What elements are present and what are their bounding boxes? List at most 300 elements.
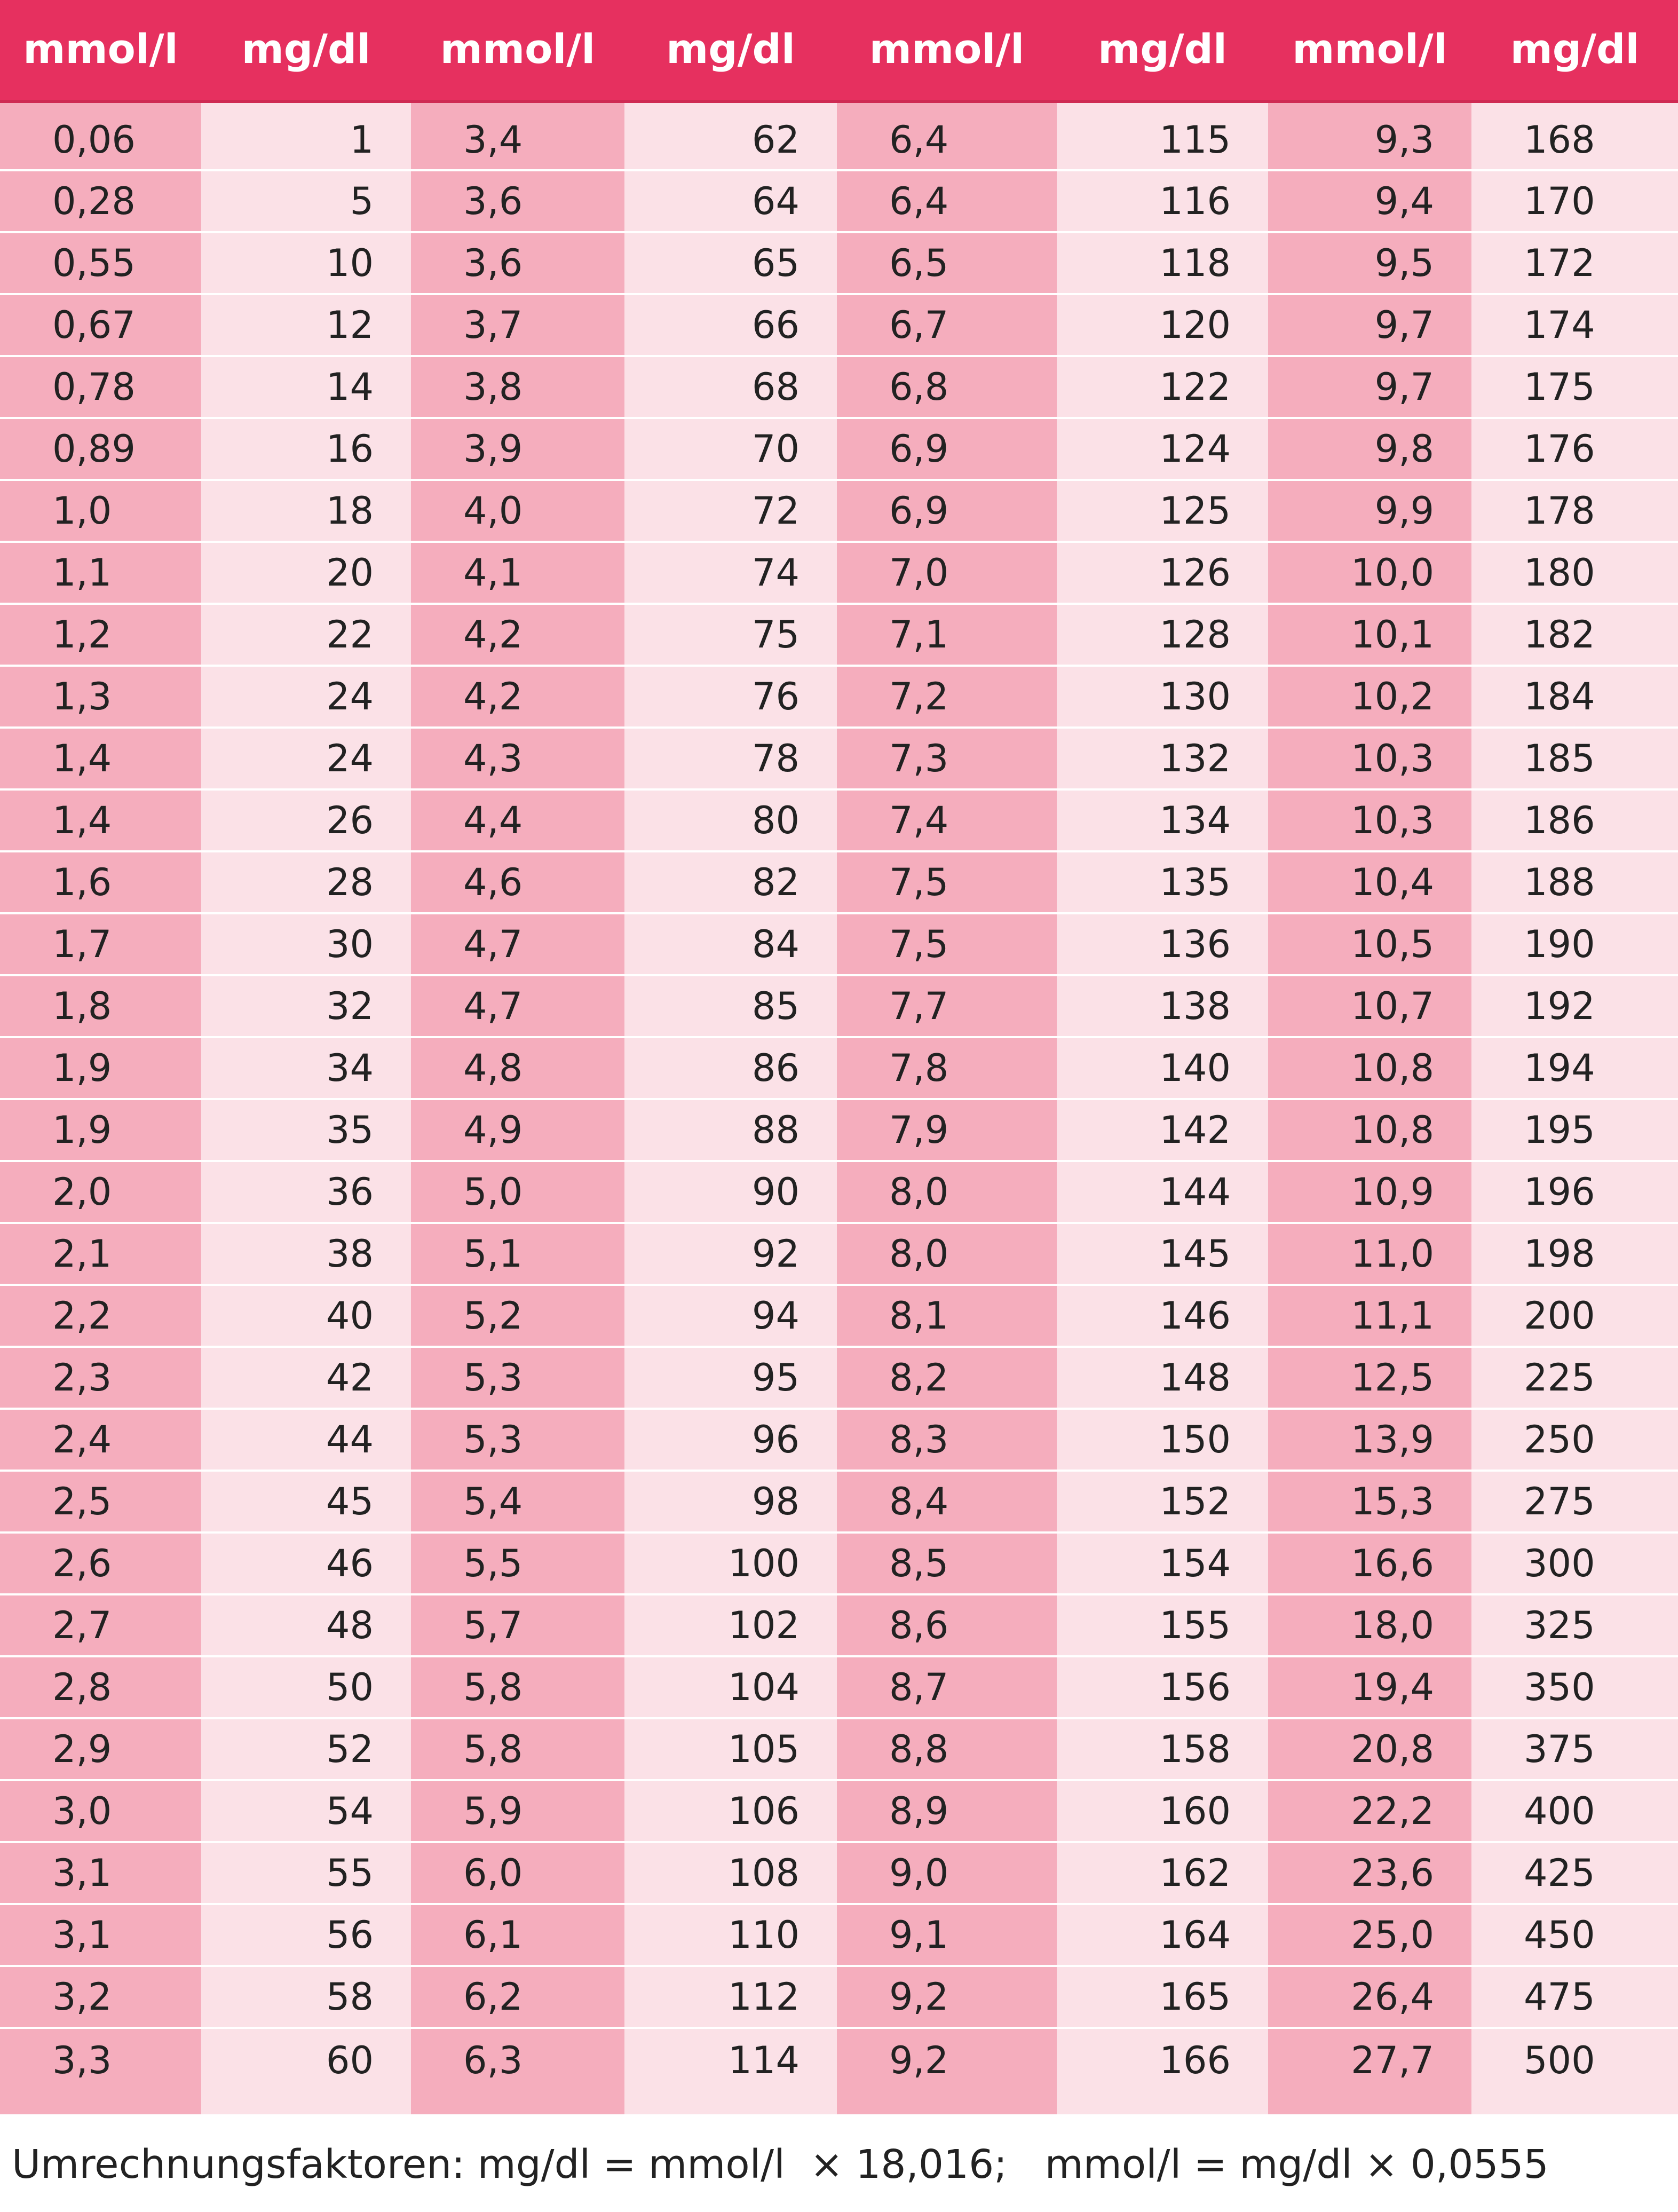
cell-mgdl-2: 86	[624, 1037, 837, 1099]
table-row	[0, 1347, 1678, 1409]
cell-mmol-2: 3,8	[411, 356, 624, 418]
cell-mgdl-2: 110	[624, 1904, 837, 1966]
cell-mmol-1: 2,6	[0, 1532, 201, 1594]
cell-mgdl-2: 85	[624, 975, 837, 1037]
table-row	[0, 1718, 1678, 1780]
table-row	[0, 1656, 1678, 1718]
cell-mmol-1: 2,4	[0, 1409, 201, 1471]
cell-mmol-3: 8,3	[837, 1409, 1057, 1471]
cell-mgdl-3: 122	[1057, 356, 1268, 418]
cell-mgdl-1: 54	[201, 1780, 411, 1842]
cell-mmol-4: 27,7	[1268, 2028, 1471, 2114]
cell-mmol-1: 0,89	[0, 418, 201, 480]
table-row	[0, 1223, 1678, 1285]
cell-mgdl-3: 145	[1057, 1223, 1268, 1285]
cell-mgdl-1: 24	[201, 728, 411, 789]
cell-mmol-3: 8,1	[837, 1285, 1057, 1347]
table-row	[0, 1409, 1678, 1471]
table-row	[0, 542, 1678, 604]
cell-mgdl-2: 106	[624, 1780, 837, 1842]
cell-mgdl-4: 375	[1471, 1718, 1678, 1780]
cell-mmol-4: 9,9	[1268, 480, 1471, 542]
cell-mmol-2: 5,7	[411, 1594, 624, 1656]
cell-mgdl-3: 142	[1057, 1099, 1268, 1161]
cell-mmol-1: 1,9	[0, 1037, 201, 1099]
cell-mgdl-2: 88	[624, 1099, 837, 1161]
cell-mmol-3: 8,2	[837, 1347, 1057, 1409]
cell-mmol-1: 0,28	[0, 170, 201, 232]
table-row	[0, 2028, 1678, 2114]
cell-mmol-1: 0,78	[0, 356, 201, 418]
cell-mgdl-3: 154	[1057, 1532, 1268, 1594]
table-body	[0, 103, 1678, 2114]
cell-mgdl-1: 1	[201, 103, 411, 170]
cell-mgdl-3: 164	[1057, 1904, 1268, 1966]
cell-mgdl-2: 112	[624, 1966, 837, 2028]
cell-mgdl-4: 350	[1471, 1656, 1678, 1718]
cell-mgdl-3: 125	[1057, 480, 1268, 542]
cell-mgdl-1: 36	[201, 1161, 411, 1223]
cell-mmol-4: 12,5	[1268, 1347, 1471, 1409]
cell-mgdl-1: 32	[201, 975, 411, 1037]
cell-mmol-3: 7,5	[837, 913, 1057, 975]
cell-mmol-4: 19,4	[1268, 1656, 1471, 1718]
cell-mmol-1: 1,2	[0, 604, 201, 666]
cell-mmol-1: 1,8	[0, 975, 201, 1037]
cell-mgdl-4: 168	[1471, 103, 1678, 170]
cell-mmol-3: 7,3	[837, 728, 1057, 789]
cell-mmol-4: 11,1	[1268, 1285, 1471, 1347]
cell-mgdl-3: 116	[1057, 170, 1268, 232]
cell-mmol-1: 2,1	[0, 1223, 201, 1285]
cell-mgdl-2: 78	[624, 728, 837, 789]
cell-mmol-3: 7,1	[837, 604, 1057, 666]
cell-mgdl-1: 56	[201, 1904, 411, 1966]
cell-mmol-4: 11,0	[1268, 1223, 1471, 1285]
cell-mmol-3: 8,7	[837, 1656, 1057, 1718]
cell-mgdl-1: 12	[201, 294, 411, 356]
cell-mmol-1: 2,2	[0, 1285, 201, 1347]
cell-mgdl-4: 192	[1471, 975, 1678, 1037]
cell-mgdl-4: 450	[1471, 1904, 1678, 1966]
cell-mmol-1: 2,5	[0, 1471, 201, 1532]
cell-mmol-3: 9,2	[837, 1966, 1057, 2028]
cell-mmol-4: 10,9	[1268, 1161, 1471, 1223]
cell-mgdl-3: 150	[1057, 1409, 1268, 1471]
cell-mmol-4: 16,6	[1268, 1532, 1471, 1594]
table-row	[0, 604, 1678, 666]
cell-mgdl-4: 182	[1471, 604, 1678, 666]
table-row	[0, 356, 1678, 418]
cell-mmol-1: 3,3	[0, 2028, 201, 2114]
cell-mgdl-1: 44	[201, 1409, 411, 1471]
cell-mmol-2: 3,4	[411, 103, 624, 170]
cell-mmol-1: 0,55	[0, 232, 201, 294]
cell-mmol-1: 1,4	[0, 789, 201, 851]
cell-mgdl-3: 148	[1057, 1347, 1268, 1409]
cell-mgdl-2: 82	[624, 851, 837, 913]
cell-mgdl-4: 275	[1471, 1471, 1678, 1532]
cell-mgdl-2: 65	[624, 232, 837, 294]
cell-mmol-4: 10,1	[1268, 604, 1471, 666]
cell-mmol-4: 10,3	[1268, 789, 1471, 851]
cell-mgdl-3: 158	[1057, 1718, 1268, 1780]
cell-mgdl-4: 190	[1471, 913, 1678, 975]
cell-mmol-1: 0,06	[0, 103, 201, 170]
cell-mmol-2: 5,5	[411, 1532, 624, 1594]
cell-mgdl-4: 188	[1471, 851, 1678, 913]
table-row	[0, 1594, 1678, 1656]
cell-mmol-2: 4,7	[411, 975, 624, 1037]
cell-mmol-1: 0,67	[0, 294, 201, 356]
cell-mmol-3: 7,9	[837, 1099, 1057, 1161]
cell-mgdl-3: 132	[1057, 728, 1268, 789]
cell-mmol-4: 9,7	[1268, 294, 1471, 356]
cell-mgdl-2: 105	[624, 1718, 837, 1780]
cell-mgdl-4: 180	[1471, 542, 1678, 604]
cell-mmol-2: 5,8	[411, 1718, 624, 1780]
cell-mmol-4: 9,7	[1268, 356, 1471, 418]
cell-mgdl-4: 178	[1471, 480, 1678, 542]
cell-mgdl-4: 196	[1471, 1161, 1678, 1223]
cell-mmol-2: 4,4	[411, 789, 624, 851]
cell-mgdl-4: 475	[1471, 1966, 1678, 2028]
cell-mgdl-3: 136	[1057, 913, 1268, 975]
cell-mgdl-1: 45	[201, 1471, 411, 1532]
cell-mmol-4: 10,5	[1268, 913, 1471, 975]
cell-mgdl-3: 130	[1057, 666, 1268, 728]
cell-mgdl-2: 104	[624, 1656, 837, 1718]
cell-mmol-3: 8,5	[837, 1532, 1057, 1594]
cell-mmol-4: 20,8	[1268, 1718, 1471, 1780]
cell-mmol-4: 9,8	[1268, 418, 1471, 480]
header-mgdl-4: mg/dl	[1471, 0, 1678, 103]
cell-mgdl-1: 5	[201, 170, 411, 232]
cell-mgdl-2: 100	[624, 1532, 837, 1594]
cell-mmol-1: 2,8	[0, 1656, 201, 1718]
cell-mmol-4: 10,3	[1268, 728, 1471, 789]
cell-mgdl-2: 64	[624, 170, 837, 232]
cell-mgdl-1: 30	[201, 913, 411, 975]
cell-mgdl-4: 325	[1471, 1594, 1678, 1656]
cell-mmol-3: 7,2	[837, 666, 1057, 728]
cell-mgdl-3: 126	[1057, 542, 1268, 604]
cell-mgdl-3: 128	[1057, 604, 1268, 666]
cell-mmol-1: 1,0	[0, 480, 201, 542]
cell-mmol-3: 8,4	[837, 1471, 1057, 1532]
cell-mgdl-2: 72	[624, 480, 837, 542]
cell-mgdl-1: 24	[201, 666, 411, 728]
conversion-factors-note: Umrechnungsfaktoren: mg/dl = mmol/l × 18,016; mmol/l = mg/dl × 0,0555	[12, 2142, 1549, 2187]
header-mmol-4: mmol/l	[1268, 0, 1471, 103]
cell-mmol-1: 3,1	[0, 1904, 201, 1966]
cell-mgdl-4: 175	[1471, 356, 1678, 418]
cell-mmol-2: 4,6	[411, 851, 624, 913]
cell-mmol-2: 4,8	[411, 1037, 624, 1099]
table-row	[0, 232, 1678, 294]
table-row	[0, 1842, 1678, 1904]
cell-mmol-2: 6,2	[411, 1966, 624, 2028]
table-row	[0, 418, 1678, 480]
cell-mmol-3: 6,9	[837, 418, 1057, 480]
cell-mgdl-2: 74	[624, 542, 837, 604]
cell-mgdl-2: 95	[624, 1347, 837, 1409]
cell-mgdl-4: 400	[1471, 1780, 1678, 1842]
cell-mgdl-3: 118	[1057, 232, 1268, 294]
cell-mgdl-3: 160	[1057, 1780, 1268, 1842]
cell-mmol-2: 3,6	[411, 170, 624, 232]
cell-mgdl-4: 172	[1471, 232, 1678, 294]
cell-mmol-4: 15,3	[1268, 1471, 1471, 1532]
cell-mgdl-2: 70	[624, 418, 837, 480]
cell-mgdl-4: 195	[1471, 1099, 1678, 1161]
cell-mgdl-1: 14	[201, 356, 411, 418]
cell-mmol-4: 9,5	[1268, 232, 1471, 294]
cell-mmol-3: 6,8	[837, 356, 1057, 418]
cell-mgdl-3: 138	[1057, 975, 1268, 1037]
table-row	[0, 1161, 1678, 1223]
header-row	[0, 0, 1678, 103]
cell-mgdl-2: 62	[624, 103, 837, 170]
cell-mgdl-2: 66	[624, 294, 837, 356]
header-mgdl-2: mg/dl	[624, 0, 837, 103]
cell-mmol-2: 4,3	[411, 728, 624, 789]
cell-mmol-4: 10,4	[1268, 851, 1471, 913]
cell-mmol-3: 6,9	[837, 480, 1057, 542]
cell-mmol-2: 4,0	[411, 480, 624, 542]
cell-mgdl-3: 166	[1057, 2028, 1268, 2114]
cell-mmol-2: 5,9	[411, 1780, 624, 1842]
cell-mmol-2: 5,1	[411, 1223, 624, 1285]
cell-mgdl-1: 10	[201, 232, 411, 294]
cell-mgdl-2: 98	[624, 1471, 837, 1532]
cell-mmol-2: 5,3	[411, 1409, 624, 1471]
cell-mmol-2: 5,3	[411, 1347, 624, 1409]
cell-mgdl-4: 194	[1471, 1037, 1678, 1099]
cell-mgdl-3: 146	[1057, 1285, 1268, 1347]
header-mmol-2: mmol/l	[411, 0, 624, 103]
cell-mgdl-4: 186	[1471, 789, 1678, 851]
cell-mmol-2: 4,1	[411, 542, 624, 604]
cell-mmol-3: 9,2	[837, 2028, 1057, 2114]
table-row	[0, 1904, 1678, 1966]
cell-mgdl-4: 200	[1471, 1285, 1678, 1347]
cell-mmol-2: 6,0	[411, 1842, 624, 1904]
cell-mgdl-3: 144	[1057, 1161, 1268, 1223]
cell-mgdl-3: 120	[1057, 294, 1268, 356]
cell-mgdl-1: 48	[201, 1594, 411, 1656]
cell-mgdl-3: 165	[1057, 1966, 1268, 2028]
cell-mgdl-3: 156	[1057, 1656, 1268, 1718]
cell-mgdl-3: 115	[1057, 103, 1268, 170]
table-row	[0, 975, 1678, 1037]
cell-mgdl-1: 26	[201, 789, 411, 851]
cell-mgdl-1: 55	[201, 1842, 411, 1904]
cell-mmol-3: 8,0	[837, 1161, 1057, 1223]
cell-mmol-1: 3,2	[0, 1966, 201, 2028]
cell-mgdl-4: 300	[1471, 1532, 1678, 1594]
cell-mmol-4: 13,9	[1268, 1409, 1471, 1471]
cell-mmol-4: 9,4	[1268, 170, 1471, 232]
cell-mmol-3: 8,9	[837, 1780, 1057, 1842]
cell-mgdl-1: 16	[201, 418, 411, 480]
cell-mmol-1: 1,4	[0, 728, 201, 789]
cell-mmol-4: 10,8	[1268, 1099, 1471, 1161]
cell-mmol-1: 1,1	[0, 542, 201, 604]
cell-mgdl-2: 68	[624, 356, 837, 418]
table-row	[0, 913, 1678, 975]
table-row	[0, 1780, 1678, 1842]
cell-mgdl-4: 185	[1471, 728, 1678, 789]
cell-mgdl-2: 80	[624, 789, 837, 851]
table-row	[0, 1285, 1678, 1347]
cell-mmol-1: 1,6	[0, 851, 201, 913]
cell-mgdl-1: 18	[201, 480, 411, 542]
cell-mgdl-1: 42	[201, 1347, 411, 1409]
cell-mmol-1: 2,7	[0, 1594, 201, 1656]
cell-mgdl-2: 96	[624, 1409, 837, 1471]
cell-mgdl-2: 102	[624, 1594, 837, 1656]
cell-mmol-2: 4,9	[411, 1099, 624, 1161]
cell-mmol-1: 3,0	[0, 1780, 201, 1842]
cell-mmol-2: 3,6	[411, 232, 624, 294]
cell-mmol-3: 6,5	[837, 232, 1057, 294]
cell-mmol-2: 5,2	[411, 1285, 624, 1347]
cell-mgdl-1: 40	[201, 1285, 411, 1347]
cell-mmol-3: 8,8	[837, 1718, 1057, 1780]
cell-mgdl-2: 76	[624, 666, 837, 728]
cell-mmol-3: 9,0	[837, 1842, 1057, 1904]
cell-mmol-3: 9,1	[837, 1904, 1057, 1966]
cell-mmol-3: 7,5	[837, 851, 1057, 913]
cell-mgdl-2: 92	[624, 1223, 837, 1285]
cell-mgdl-1: 50	[201, 1656, 411, 1718]
cell-mgdl-3: 124	[1057, 418, 1268, 480]
cell-mmol-2: 4,2	[411, 666, 624, 728]
cell-mmol-4: 22,2	[1268, 1780, 1471, 1842]
cell-mmol-4: 10,2	[1268, 666, 1471, 728]
cell-mmol-1: 2,0	[0, 1161, 201, 1223]
cell-mgdl-4: 225	[1471, 1347, 1678, 1409]
cell-mgdl-4: 500	[1471, 2028, 1678, 2114]
cell-mgdl-2: 108	[624, 1842, 837, 1904]
cell-mmol-1: 1,9	[0, 1099, 201, 1161]
table-row	[0, 294, 1678, 356]
header-mmol-1: mmol/l	[0, 0, 201, 103]
cell-mmol-2: 4,2	[411, 604, 624, 666]
cell-mmol-2: 4,7	[411, 913, 624, 975]
cell-mmol-4: 25,0	[1268, 1904, 1471, 1966]
cell-mgdl-3: 134	[1057, 789, 1268, 851]
cell-mgdl-1: 46	[201, 1532, 411, 1594]
cell-mmol-3: 7,0	[837, 542, 1057, 604]
cell-mmol-4: 26,4	[1268, 1966, 1471, 2028]
cell-mgdl-1: 22	[201, 604, 411, 666]
cell-mgdl-3: 162	[1057, 1842, 1268, 1904]
cell-mgdl-1: 35	[201, 1099, 411, 1161]
cell-mgdl-4: 174	[1471, 294, 1678, 356]
cell-mgdl-1: 28	[201, 851, 411, 913]
header-mgdl-3: mg/dl	[1057, 0, 1268, 103]
cell-mmol-2: 3,7	[411, 294, 624, 356]
cell-mgdl-2: 84	[624, 913, 837, 975]
table-row	[0, 851, 1678, 913]
table-row	[0, 1966, 1678, 2028]
table-row	[0, 480, 1678, 542]
cell-mmol-3: 6,4	[837, 103, 1057, 170]
cell-mmol-1: 1,7	[0, 913, 201, 975]
cell-mgdl-4: 170	[1471, 170, 1678, 232]
cell-mmol-3: 8,0	[837, 1223, 1057, 1285]
cell-mgdl-2: 75	[624, 604, 837, 666]
table-row	[0, 666, 1678, 728]
table-header	[0, 0, 1678, 103]
cell-mmol-3: 6,7	[837, 294, 1057, 356]
cell-mgdl-4: 198	[1471, 1223, 1678, 1285]
cell-mmol-4: 10,8	[1268, 1037, 1471, 1099]
cell-mmol-4: 18,0	[1268, 1594, 1471, 1656]
table-row	[0, 1471, 1678, 1532]
cell-mmol-3: 6,4	[837, 170, 1057, 232]
header-mmol-3: mmol/l	[837, 0, 1057, 103]
cell-mgdl-1: 34	[201, 1037, 411, 1099]
cell-mgdl-4: 250	[1471, 1409, 1678, 1471]
cell-mmol-4: 10,7	[1268, 975, 1471, 1037]
table-row	[0, 728, 1678, 789]
cell-mmol-4: 10,0	[1268, 542, 1471, 604]
cell-mgdl-3: 155	[1057, 1594, 1268, 1656]
cell-mmol-4: 23,6	[1268, 1842, 1471, 1904]
cell-mmol-1: 3,1	[0, 1842, 201, 1904]
cell-mgdl-1: 60	[201, 2028, 411, 2114]
cell-mgdl-1: 38	[201, 1223, 411, 1285]
table-row	[0, 1532, 1678, 1594]
table-row	[0, 1037, 1678, 1099]
cell-mgdl-3: 152	[1057, 1471, 1268, 1532]
cell-mmol-4: 9,3	[1268, 103, 1471, 170]
cell-mgdl-3: 135	[1057, 851, 1268, 913]
cell-mgdl-4: 184	[1471, 666, 1678, 728]
cell-mgdl-1: 20	[201, 542, 411, 604]
cell-mmol-2: 5,4	[411, 1471, 624, 1532]
cell-mgdl-2: 114	[624, 2028, 837, 2114]
cell-mmol-1: 2,3	[0, 1347, 201, 1409]
cell-mmol-3: 8,6	[837, 1594, 1057, 1656]
cell-mmol-3: 7,8	[837, 1037, 1057, 1099]
cell-mgdl-1: 58	[201, 1966, 411, 2028]
table-row	[0, 103, 1678, 170]
cell-mgdl-2: 90	[624, 1161, 837, 1223]
cell-mmol-2: 6,1	[411, 1904, 624, 1966]
cell-mmol-1: 1,3	[0, 666, 201, 728]
cell-mmol-2: 6,3	[411, 2028, 624, 2114]
cell-mgdl-1: 52	[201, 1718, 411, 1780]
cell-mmol-3: 7,4	[837, 789, 1057, 851]
cell-mgdl-2: 94	[624, 1285, 837, 1347]
table-row	[0, 1099, 1678, 1161]
cell-mgdl-4: 176	[1471, 418, 1678, 480]
cell-mmol-2: 3,9	[411, 418, 624, 480]
cell-mgdl-4: 425	[1471, 1842, 1678, 1904]
header-mgdl-1: mg/dl	[201, 0, 411, 103]
cell-mmol-2: 5,0	[411, 1161, 624, 1223]
cell-mmol-1: 2,9	[0, 1718, 201, 1780]
cell-mgdl-3: 140	[1057, 1037, 1268, 1099]
cell-mmol-3: 7,7	[837, 975, 1057, 1037]
table-row	[0, 789, 1678, 851]
cell-mmol-2: 5,8	[411, 1656, 624, 1718]
table-row	[0, 170, 1678, 232]
